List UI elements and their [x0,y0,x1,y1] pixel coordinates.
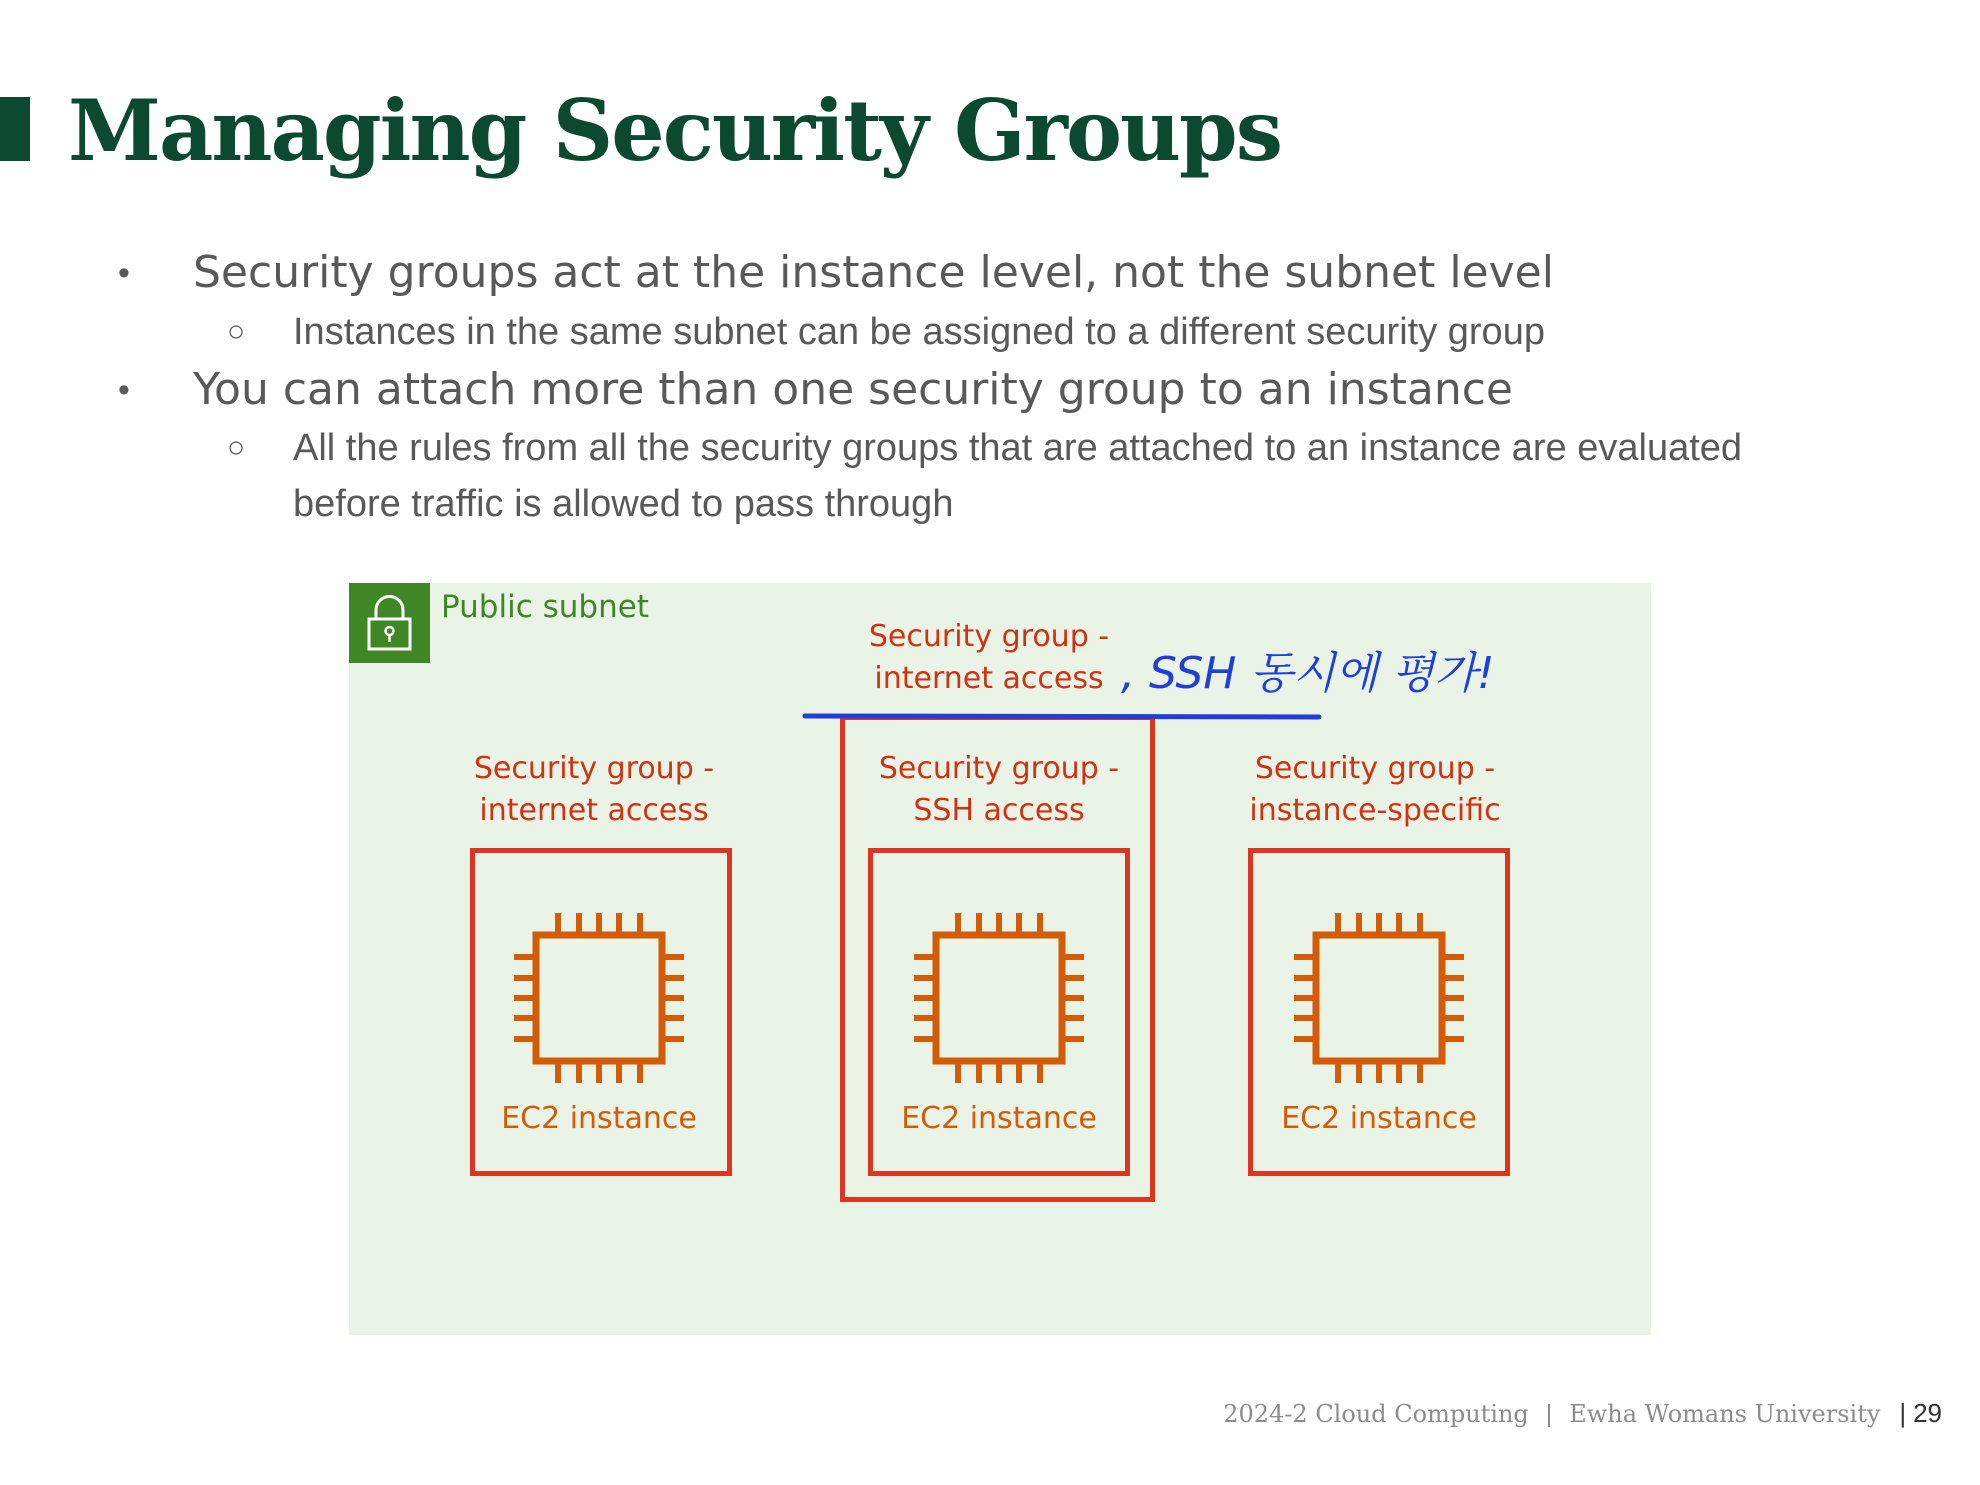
ec2-chip-icon [914,913,1084,1083]
group-3-label-line1: Security group - [1254,751,1496,786]
title-accent-bar [0,97,30,161]
bullet-2: You can attach more than one security group to an instance [193,364,1513,415]
sub-bullet-1-1: Instances in the same subnet can be assigned to a different security group [293,311,1545,353]
annotation-underline [805,716,1319,717]
annotation-text: , SSH 동시에 평가! [1121,648,1495,699]
footer-separator: | [1545,1400,1553,1428]
footer-university: Ewha Womans University [1569,1400,1881,1428]
footer-page-separator: | [1899,1398,1907,1428]
sub-bullet-2-1-line1: All the rules from all the security groups that are attached to an instance are evaluated [293,427,1743,469]
outer-group-label-line2: internet access [874,661,1104,696]
slide-footer [1223,1398,1942,1429]
handwritten-annotation [349,583,1651,783]
group-1-label-line1: Security group - [473,751,715,786]
group-3-ec2-label: EC2 instance [1281,1101,1477,1136]
bullet-1: Security groups act at the instance level, not the subnet level [193,247,1554,298]
group-2-ec2-label: EC2 instance [901,1101,1097,1136]
page-number: 29 [1913,1398,1942,1428]
ec2-chip-icon [1294,913,1464,1083]
ec2-chip-icon [514,913,684,1083]
group-3-label-line2: instance-specific [1249,793,1501,828]
bullet-marker: • [118,254,130,292]
footer-course: 2024-2 Cloud Computing [1223,1400,1529,1428]
slide-title: Managing Security Groups [68,81,1282,180]
outer-group-label-line1: Security group - [868,619,1110,654]
bullet-marker: • [118,371,130,409]
sub-bullet-marker: ○ [227,315,246,348]
group-1-ec2-label: EC2 instance [501,1101,697,1136]
group-2-label-line1: Security group - [878,751,1120,786]
group-2-label-line2: SSH access [913,793,1085,828]
security-group-diagram [349,583,1651,1335]
subnet-label: Public subnet [441,589,649,625]
sub-bullet-marker: ○ [227,431,246,464]
sub-bullet-2-1-line2: before traffic is allowed to pass through [293,483,954,525]
group-1-label-line2: internet access [479,793,709,828]
